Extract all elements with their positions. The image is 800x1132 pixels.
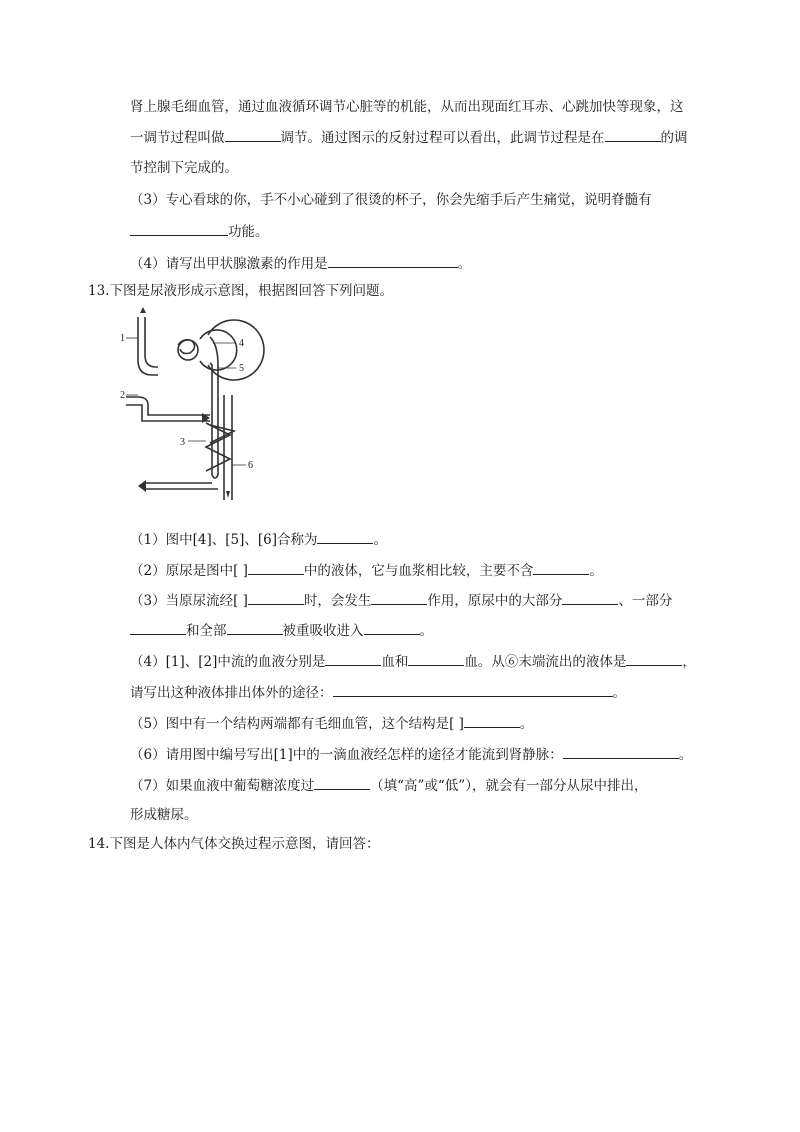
answer-blank[interactable] <box>317 529 373 544</box>
line-text: （4）请写出甲状腺激素的作用是 <box>130 256 328 272</box>
diagram-label-4: 4 <box>239 338 244 349</box>
text-line-1 <box>130 97 684 117</box>
diagram-label-1: 1 <box>120 333 125 344</box>
line-text: （6）请用图中编号写出[1]中的一滴血液经怎样的途径才能流到肾静脉： <box>130 747 563 763</box>
line-text: 的调 <box>660 130 688 146</box>
line-text: （2）原尿是图中[ ] <box>130 563 248 579</box>
line-text: （1）图中[4]、[5]、[6]合称为 <box>130 532 318 548</box>
answer-blank[interactable] <box>563 744 679 759</box>
line-text: 肾上腺毛细血管，通过血液循环调节心脏等的机能，从而出现面红耳赤、心跳加快等现象，这 <box>130 99 684 115</box>
diagram-label-6: 6 <box>248 460 253 471</box>
line-text: （填“高”或“低”），就会有一部分从尿中排出， <box>370 778 648 794</box>
line-text: （3）专心看球的你，手不小心碰到了很烫的杯子，你会先缩手后产生痛觉，说明脊髓有 <box>130 192 652 208</box>
line-text: 中的液体，它与血浆相比较，主要不含 <box>303 563 534 579</box>
line-text: 形成糖尿。 <box>130 807 198 823</box>
line-text: 调节。通过图示的反射过程可以看出，此调节过程是在 <box>280 130 605 146</box>
line-text: 一调节过程叫做 <box>130 130 225 146</box>
answer-blank[interactable] <box>130 221 228 236</box>
line-text: 。 <box>678 747 693 763</box>
line-text: 请写出这种液体排出体外的途径： <box>130 685 333 701</box>
line-text: 血和 <box>381 654 409 670</box>
answer-blank[interactable] <box>248 560 304 575</box>
sub-question-7b <box>130 805 198 825</box>
sub-question-7a <box>130 775 647 796</box>
line-text: 14.下图是人体内气体交换过程示意图，请回答： <box>88 836 380 852</box>
line-text: 节控制下完成的。 <box>130 160 238 176</box>
sub-question-2 <box>130 560 603 581</box>
text-line-5 <box>130 221 269 242</box>
text-line-3 <box>130 158 238 178</box>
line-text: 。 <box>457 256 472 272</box>
answer-blank[interactable] <box>364 620 420 635</box>
answer-blank[interactable] <box>328 253 458 268</box>
line-text: 作用，原尿中的大部分 <box>427 593 563 609</box>
question-14-title <box>88 834 379 854</box>
sub-question-1 <box>130 529 387 550</box>
answer-blank[interactable] <box>464 713 520 728</box>
line-text: 。 <box>419 623 433 639</box>
answer-blank[interactable] <box>227 620 283 635</box>
diagram-label-2: 2 <box>120 390 125 401</box>
answer-blank[interactable] <box>408 651 464 666</box>
line-text: 。 <box>612 685 626 701</box>
answer-blank[interactable] <box>248 590 304 605</box>
line-text: 、一部分 <box>618 593 673 609</box>
answer-blank[interactable] <box>626 651 682 666</box>
line-text: ， <box>682 654 696 670</box>
answer-blank[interactable] <box>371 590 427 605</box>
answer-blank[interactable] <box>325 651 381 666</box>
sub-question-5 <box>130 713 533 734</box>
answer-blank[interactable] <box>562 590 618 605</box>
sub-question-6 <box>130 744 692 765</box>
nephron-diagram <box>118 305 278 500</box>
text-line-2 <box>130 127 688 148</box>
line-text: 功能。 <box>228 224 269 240</box>
answer-blank[interactable] <box>605 127 661 142</box>
diagram-label-3: 3 <box>180 437 185 448</box>
line-text: 。 <box>373 532 387 548</box>
sub-question-3b <box>130 620 433 641</box>
sub-question-4b <box>130 682 626 703</box>
answer-blank[interactable] <box>225 127 281 142</box>
line-text: （7）如果血液中葡萄糖浓度过 <box>130 778 315 794</box>
line-text: （5）图中有一个结构两端都有毛细血管，这个结构是[ ] <box>130 716 464 732</box>
text-line-6 <box>130 253 471 274</box>
text-line-4 <box>130 190 652 210</box>
line-text: （3）当原尿流经[ ] <box>130 593 248 609</box>
diagram-label-5: 5 <box>239 363 244 374</box>
question-13-title <box>88 281 393 301</box>
answer-blank[interactable] <box>314 775 370 790</box>
line-text: 时，会发生 <box>303 593 372 609</box>
line-text: （4）[1]、[2]中流的血液分别是 <box>130 654 326 670</box>
line-text: 血。从⑥末端流出的液体是 <box>464 654 627 670</box>
answer-blank[interactable] <box>130 620 186 635</box>
answer-blank[interactable] <box>533 560 589 575</box>
line-text: 和全部 <box>186 623 227 639</box>
sub-question-3a <box>130 590 672 611</box>
line-text: 被重吸收进入 <box>282 623 364 639</box>
line-text: 。 <box>519 716 534 732</box>
sub-question-4a <box>130 651 696 672</box>
line-text: 13.下图是尿液形成示意图，根据图回答下列问题。 <box>88 283 393 299</box>
line-text: 。 <box>589 563 603 579</box>
answer-blank[interactable] <box>333 682 613 697</box>
